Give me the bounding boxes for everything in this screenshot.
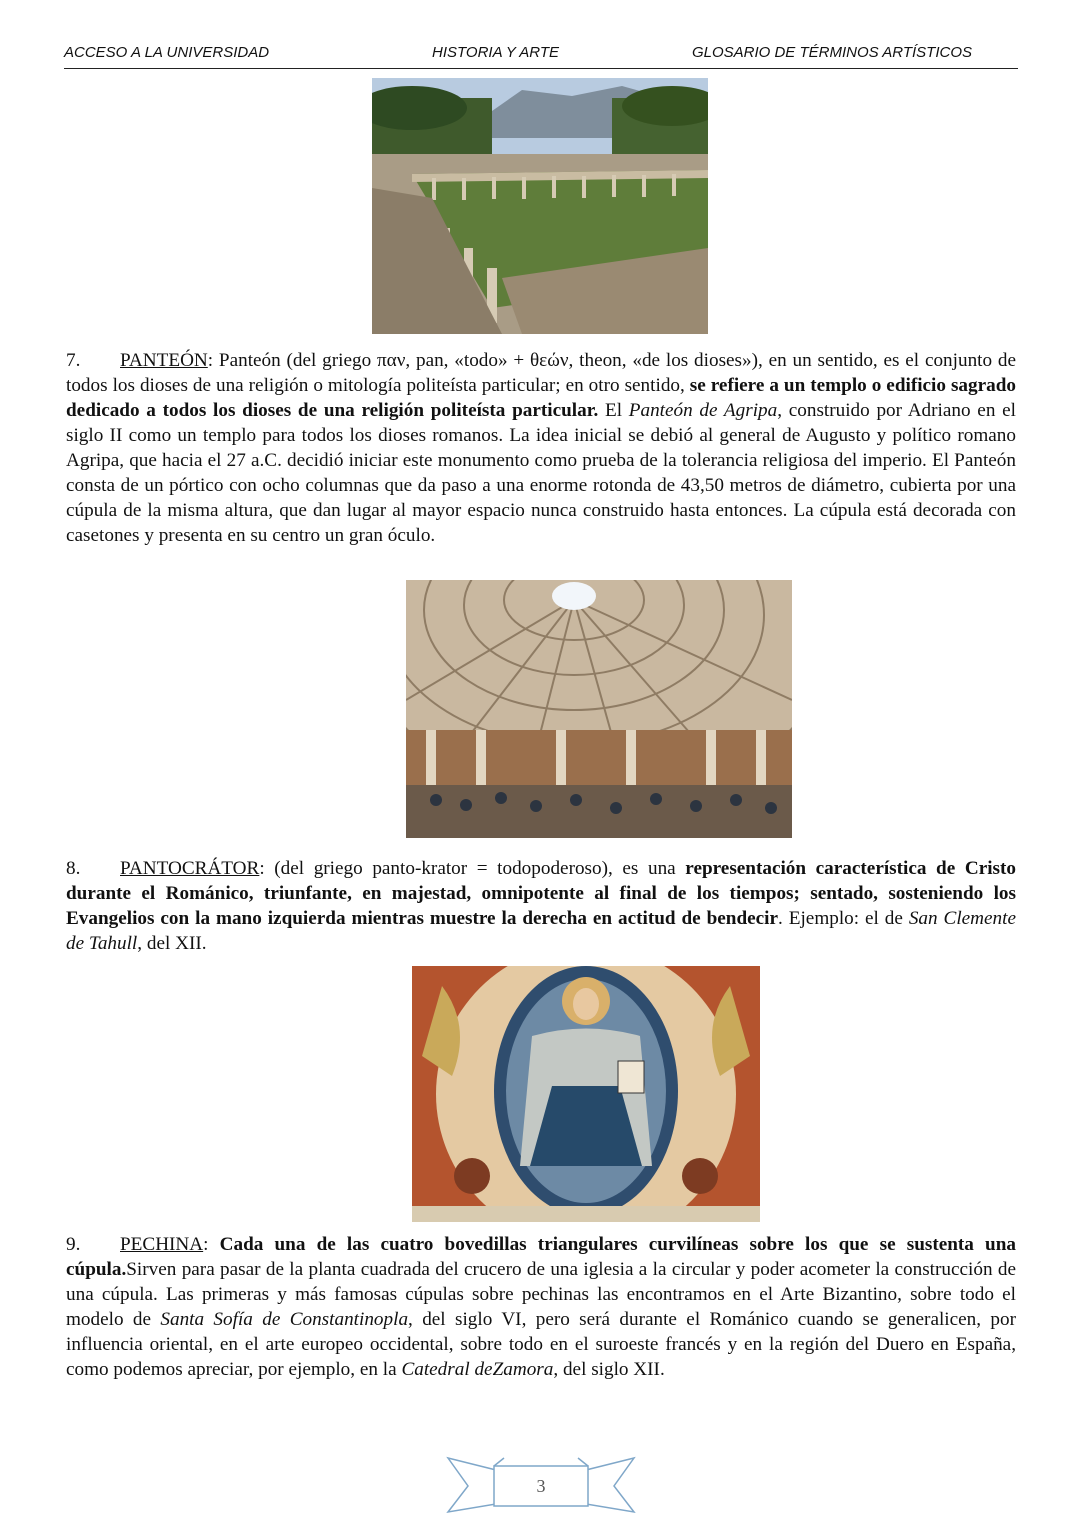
- entry-pantocrator: 8. PANTOCRÁTOR: (del griego panto-krator = todopoderoso), es una representación característica de Cristo durante el Románico, triunfante, en majestad, omnipotente al final de los tiempos; sentado, sosteniendo los Evangelios con la mano izquierda mientras muestre la derecha en actitud de bendecir. Ejemplo: el de San Clemente de Tahull, del XII.: [66, 858, 1016, 954]
- palaestra-photo: [372, 78, 708, 334]
- entry-number: 7.: [66, 350, 81, 371]
- page-header: [64, 40, 1018, 69]
- entry-number: 9.: [66, 1234, 81, 1255]
- page-number: 3: [536, 1476, 546, 1496]
- entry-term: PANTOCRÁTOR: [120, 858, 260, 879]
- header-left: ACCESO A LA UNIVERSIDAD: [64, 44, 270, 61]
- entry-term: PANTEÓN: [120, 350, 208, 371]
- page-footer: [446, 1456, 636, 1516]
- header-right: GLOSARIO DE TÉRMINOS ARTÍSTICOS: [691, 44, 972, 61]
- entry-panteon: 7. PANTEÓN: Panteón (del griego παν, pan, «todo» + θεών, theon, «de los dioses»), en un sentido, es el conjunto de todos los dioses de una religión o mitología politeísta particular; en otro sentido, se refiere a un templo o edificio sagrado dedicado a todos los dioses de una religión politeísta particular. El Panteón de Agripa, construido por Adriano en el siglo II como un templo para todos los dioses romanos. La idea inicial se debió al general de Augusto y político romano Agripa, que hacia el 27 a.C. decidió iniciar este monumento como prueba de la tolerancia religiosa del imperio. El Panteón consta de un pórtico con ocho columnas que da paso a una enorme rotonda de 43,50 metros de diámetro, cubierta por una cúpula de la misma altura, que dan lugar al mayor espacio nunca construido hasta entonces. La cúpula está decorada con casetones y presenta en su centro un gran óculo.: [66, 350, 1016, 546]
- entry-term: PECHINA: [120, 1234, 204, 1255]
- pantheon-interior-photo: [406, 580, 792, 838]
- header-center: HISTORIA Y ARTE: [432, 44, 559, 61]
- pantocrator-fresco-photo: [412, 966, 760, 1222]
- entry-pechina: 9. PECHINA: Cada una de las cuatro bovedillas triangulares curvilíneas sobre los que se sustenta una cúpula.Sirven para pasar de la planta cuadrada del crucero de una iglesia a la circular y poder acometer la construcción de una cúpula. Las primeras y más famosas cúpulas sobre pechinas las encontramos en el Arte Bizantino, sobre todo el modelo de Santa Sofía de Constantinopla, del siglo VI, pero será durante el Románico cuando se generalicen, por influencia oriental, en el arte europeo occidental, sobre todo en el suroeste francés y en la región del Duero en España, como podemos apreciar, por ejemplo, en la Catedral deZamora, del siglo XII.: [66, 1234, 1016, 1380]
- entry-number: 8.: [66, 858, 81, 879]
